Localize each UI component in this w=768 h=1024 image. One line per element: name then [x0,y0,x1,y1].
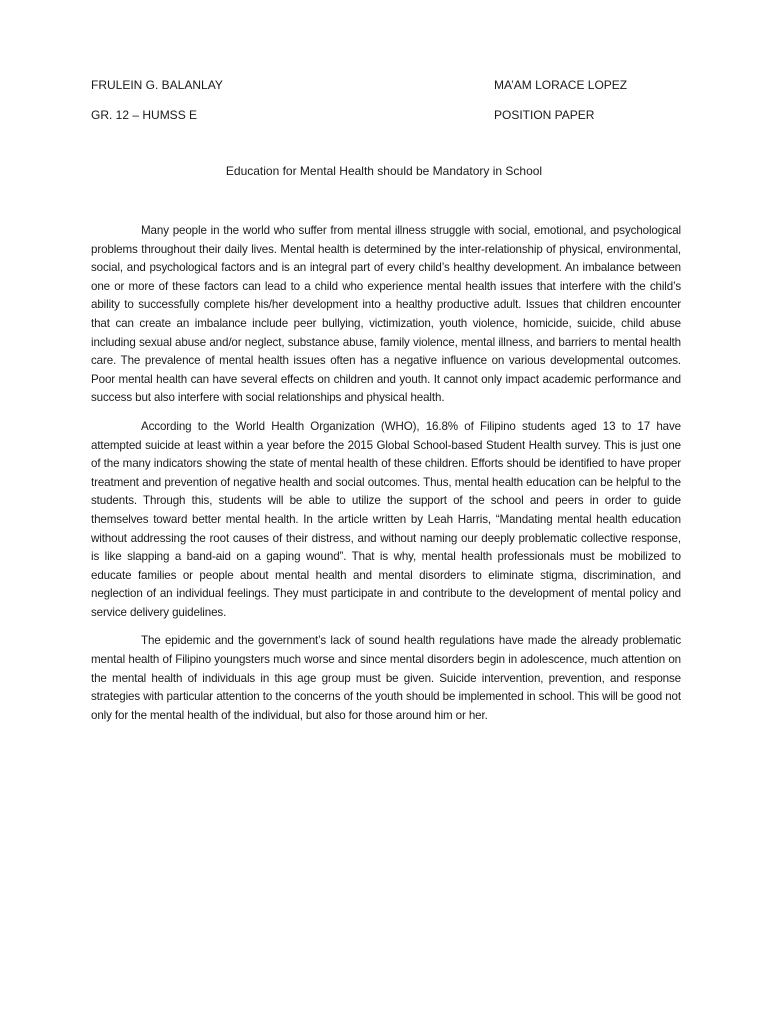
grade-section: GR. 12 – HUMSS E [91,108,198,122]
document-type: POSITION PAPER [494,108,595,122]
paragraph-2: According to the World Health Organization (WHO), 16.8% of Filipino students aged 13 to 17 have attempted suicide at least within a year before the 2015 Global School-based Student Health survey. This is just one of the many indicators showing the state of mental health of these children. Efforts should be identified to have proper treatment and prevention of negative health and social outcomes. Thus, mental health education can be helpful to the students. Through this, students will be able to utilize the support of the school and peers in order to guide themselves toward better mental health. In the article written by Leah Harris, “Mandating mental health education without addressing the root causes of their distress, and without naming our deeply problematic collective response, is like slapping a band-aid on a gaping wound”. That is why, mental health professionals must be mobilized to educate families or people about mental health and mental disorders to eliminate stigma, discrimination, and neglection of an individual feelings. They must participate in and contribute to the development of mental policy and service delivery guidelines. [91,419,681,619]
body-text [91,222,681,735]
student-name: FRULEIN G. BALANLAY [91,78,223,92]
paragraph-3: The epidemic and the government’s lack of sound health regulations have made the already problematic mental health of Filipino youngsters much worse and since mental disorders begin in adolescence, much attention on the mental health of individuals in this age group must be given. Suicide intervention, prevention, and response strategies with particular attention to the concerns of the youth should be implemented in school. This will be good not only for the mental health of the individual, but also for those around him or her. [91,634,681,722]
paragraph-1: Many people in the world who suffer from mental illness struggle with social, emotional, and psychological problems throughout their daily lives. Mental health is determined by the inter-relationship of physical, environmental, social, and psychological factors and is an integral part of every child’s healthy development. An imbalance between one or more of these factors can lead to a child who experience mental health issues that interfere with the child’s ability to successfully complete his/her development into a healthy productive adult. Issues that children encounter that can create an imbalance include peer bullying, victimization, youth violence, homicide, suicide, child abuse including sexual abuse and/or neglect, substance abuse, family violence, mental illness, and barriers to mental health care. The prevalence of mental health issues often has a negative influence on various developmental outcomes. Poor mental health can have several effects on children and youth. It cannot only impact academic performance and success but also interfere with social relationships and physical health. [91,224,681,405]
paper-title: Education for Mental Health should be Mandatory in School [225,164,543,178]
teacher-name: MA’AM LORACE LOPEZ [494,78,628,92]
